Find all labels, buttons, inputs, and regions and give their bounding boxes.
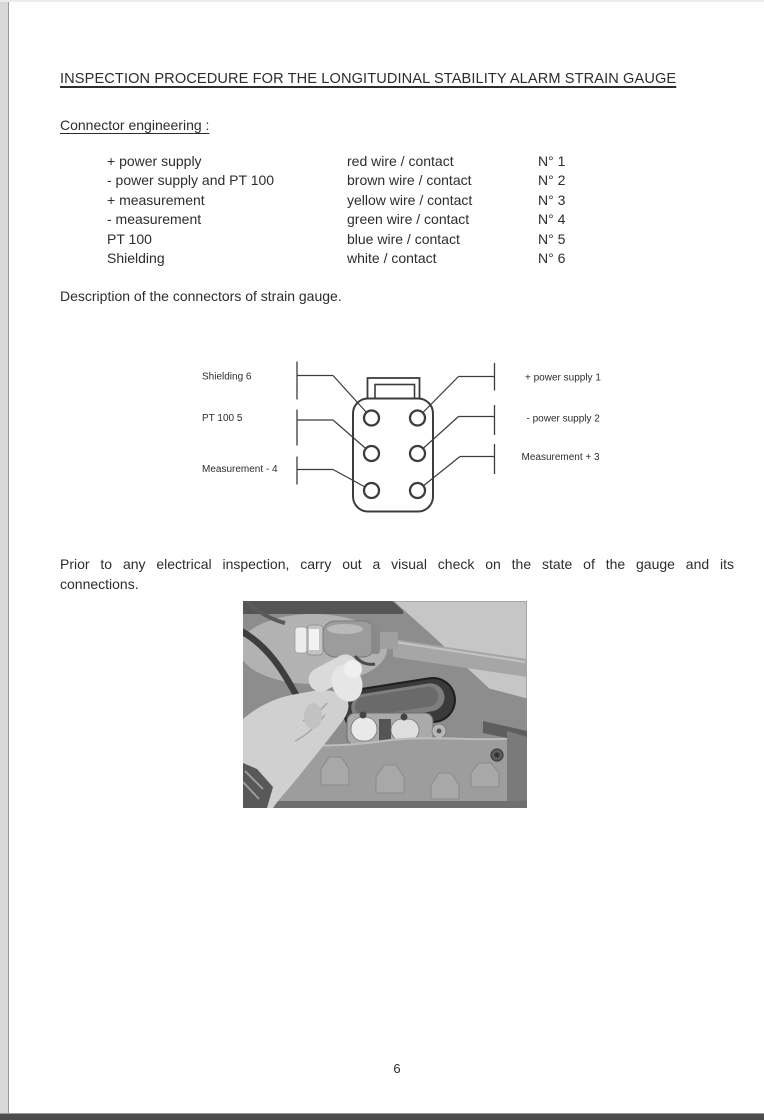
gauge-photo — [243, 601, 527, 808]
cell-function: - power supply and PT 100 — [107, 172, 275, 189]
pin-3 — [410, 483, 425, 498]
cell-contact: N° 1 — [538, 153, 566, 169]
pin-1 — [410, 411, 425, 426]
pin-2 — [410, 446, 425, 461]
cell-wire: brown wire / contact — [347, 172, 472, 189]
page-left-edge — [0, 0, 9, 1120]
paragraph-line: connections. — [60, 575, 139, 592]
connector-tab-inner — [375, 385, 415, 400]
diagram-label-pwr-plus: + power supply 1 — [525, 372, 601, 384]
diagram-label-pwr-minus: - power supply 2 — [526, 413, 600, 425]
page-title: INSPECTION PROCEDURE FOR THE LONGITUDINAL STABILITY ALARM STRAIN GAUGE — [60, 71, 677, 87]
table-row — [107, 230, 667, 249]
cell-function: + measurement — [107, 191, 205, 208]
connector-diagram — [185, 350, 620, 530]
section-heading: Connector engineering : — [60, 117, 210, 133]
pin-6 — [364, 411, 379, 426]
table-row — [107, 171, 667, 190]
cell-contact: N° 5 — [538, 230, 566, 247]
table-row — [107, 191, 667, 210]
cell-wire: yellow wire / contact — [347, 191, 473, 208]
pin-4 — [364, 483, 379, 498]
cell-contact: N° 3 — [538, 191, 566, 208]
cell-function: - measurement — [107, 211, 202, 228]
table-row — [107, 249, 667, 268]
cell-wire: blue wire / contact — [347, 230, 460, 247]
cell-wire: white / contact — [347, 250, 437, 267]
cell-function: Shielding — [107, 250, 165, 267]
wiring-table — [107, 152, 667, 268]
page-top-edge — [0, 0, 764, 2]
page-number: 6 — [393, 1061, 401, 1076]
cell-wire: red wire / contact — [347, 153, 454, 169]
inspection-paragraph — [60, 555, 734, 594]
diagram-label-pt100: PT 100 5 — [202, 413, 243, 424]
table-row — [107, 152, 667, 171]
diagram-label-meas-plus: Measurement + 3 — [521, 452, 600, 463]
description-line: Description of the connectors of strain gauge. — [60, 288, 342, 304]
page-bottom-edge — [0, 1113, 764, 1120]
cell-contact: N° 4 — [538, 211, 566, 228]
cell-wire: green wire / contact — [347, 211, 470, 228]
pin-5 — [364, 446, 379, 461]
table-row — [107, 210, 667, 229]
cell-contact: N° 6 — [538, 250, 566, 267]
diagram-label-shielding: Shielding 6 — [202, 371, 252, 383]
cell-function: + power supply — [107, 153, 202, 169]
cell-function: PT 100 — [107, 230, 152, 247]
cell-contact: N° 2 — [538, 172, 566, 189]
photo-top-beam — [243, 601, 403, 614]
paragraph-line: Prior to any electrical inspection, carry out a visual check on the state of the gauge and its — [60, 556, 734, 572]
diagram-label-meas-minus: Measurement - 4 — [202, 464, 278, 475]
